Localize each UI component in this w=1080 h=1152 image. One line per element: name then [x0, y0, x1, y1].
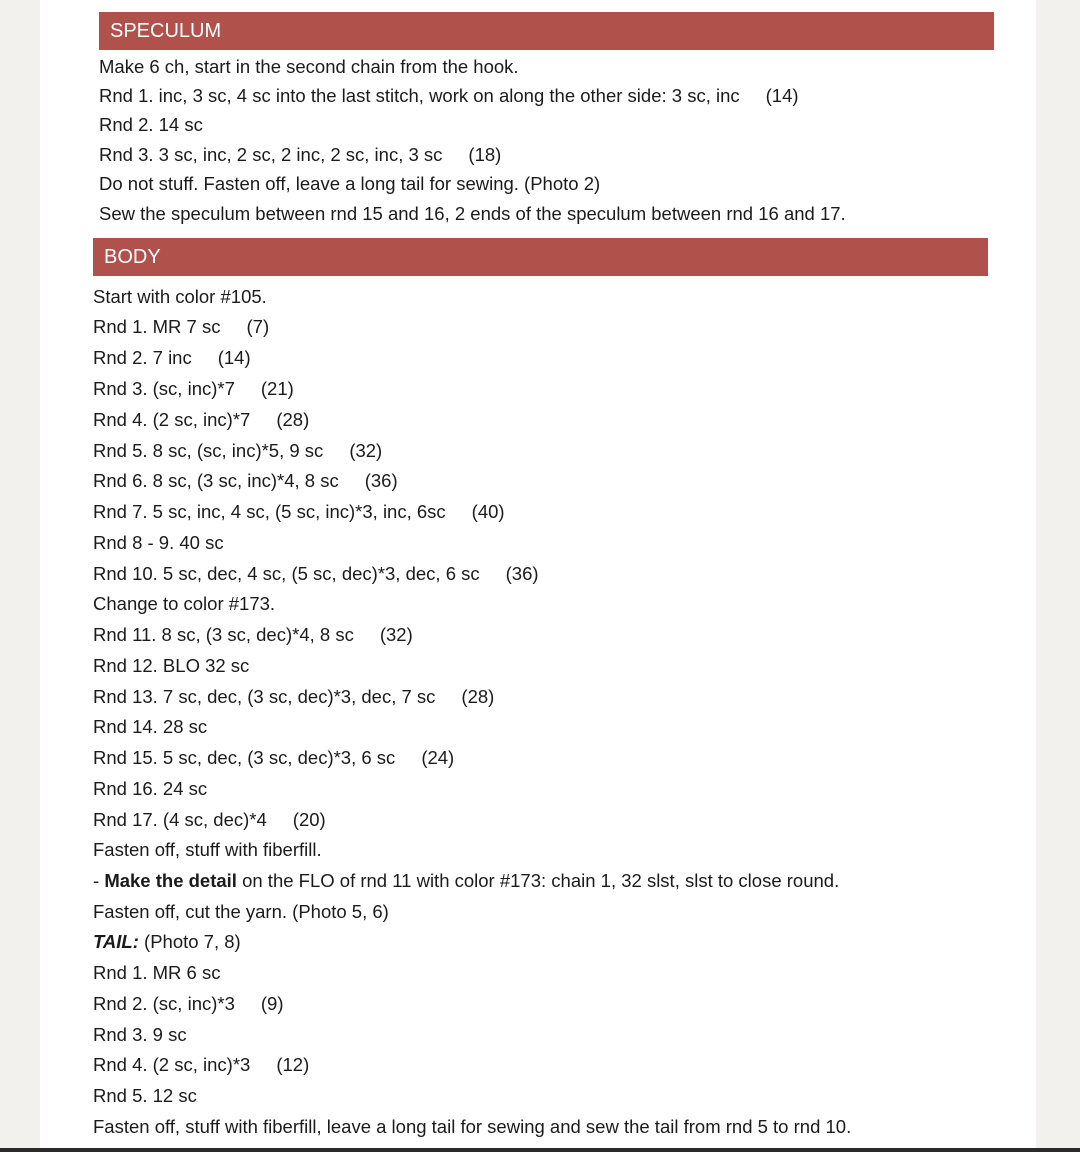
stitch-count: (14) — [217, 347, 251, 368]
instruction-text: Fasten off, stuff with fiberfill, leave a long tail for sewing and sew the tail from rnd 5 to rnd 10. — [93, 1116, 852, 1137]
instruction-line — [93, 1084, 197, 1108]
instruction-line — [93, 1115, 851, 1139]
instruction-text: Rnd 1. MR 6 sc — [93, 962, 221, 983]
stitch-count: (7) — [246, 316, 270, 337]
stitch-count: (32) — [349, 440, 383, 461]
detail-prefix: - — [93, 870, 105, 891]
instruction-line — [93, 439, 382, 463]
instruction-text: Rnd 3. 3 sc, inc, 2 sc, 2 inc, 2 sc, inc, 3 sc — [99, 144, 443, 165]
stitch-count: (24) — [421, 747, 455, 768]
bottom-border — [0, 1148, 1080, 1152]
section-header-body: BODY — [93, 238, 988, 276]
stitch-count: (12) — [276, 1054, 310, 1075]
instruction-line — [93, 592, 275, 616]
tail-heading — [93, 930, 241, 954]
instruction-line — [99, 55, 519, 79]
instruction-line — [93, 992, 284, 1016]
instruction-line — [93, 408, 309, 432]
instruction-line — [93, 715, 207, 739]
instruction-text: Rnd 5. 8 sc, (sc, inc)*5, 9 sc — [93, 440, 324, 461]
instruction-line — [93, 623, 413, 647]
stitch-count: (32) — [379, 624, 413, 645]
instruction-text: Rnd 14. 28 sc — [93, 716, 208, 737]
instruction-text: Rnd 7. 5 sc, inc, 4 sc, (5 sc, inc)*3, inc, 6sc — [93, 501, 446, 522]
instruction-text: Rnd 6. 8 sc, (3 sc, inc)*4, 8 sc — [93, 470, 339, 491]
instruction-line — [93, 838, 322, 862]
stitch-count: (28) — [276, 409, 310, 430]
instruction-text: Rnd 17. (4 sc, dec)*4 — [93, 809, 267, 830]
stitch-count: (40) — [471, 501, 505, 522]
instruction-line — [99, 202, 846, 226]
stitch-count: (36) — [505, 563, 539, 584]
instruction-line — [93, 469, 398, 493]
instruction-text: Rnd 4. (2 sc, inc)*7 — [93, 409, 251, 430]
instruction-text: Sew the speculum between rnd 15 and 16, 2 ends of the speculum between rnd 16 and 17. — [99, 203, 846, 224]
instruction-line — [93, 654, 249, 678]
stitch-count: (28) — [461, 686, 495, 707]
detail-bold-label: Make the detail — [104, 870, 237, 891]
instruction-text: Rnd 4. (2 sc, inc)*3 — [93, 1054, 251, 1075]
detail-text: on the FLO of rnd 11 with color #173: chain 1, 32 slst, slst to close round. — [236, 870, 840, 891]
stitch-count: (14) — [765, 85, 799, 106]
instruction-line — [99, 143, 501, 167]
instruction-line — [93, 900, 389, 924]
tail-label-rest: (Photo 7, 8) — [138, 931, 241, 952]
instruction-line — [93, 562, 539, 586]
instruction-text: Rnd 2. 7 inc — [93, 347, 192, 368]
instruction-line — [99, 113, 203, 137]
instruction-text: Rnd 2. 14 sc — [99, 114, 203, 135]
instruction-line — [93, 685, 494, 709]
instruction-line — [93, 315, 269, 339]
instruction-line — [93, 500, 505, 524]
instruction-text: Fasten off, cut the yarn. (Photo 5, 6) — [93, 901, 389, 922]
instruction-line — [93, 746, 454, 770]
instruction-line — [93, 531, 224, 555]
instruction-text: Rnd 3. 9 sc — [93, 1024, 187, 1045]
instruction-text: Rnd 1. MR 7 sc — [93, 316, 221, 337]
stitch-count: (18) — [468, 144, 502, 165]
stitch-count: (9) — [260, 993, 284, 1014]
instruction-text: Rnd 5. 12 sc — [93, 1085, 197, 1106]
stitch-count: (20) — [292, 809, 326, 830]
instruction-line — [93, 777, 207, 801]
instruction-text: Make 6 ch, start in the second chain from the hook. — [99, 56, 519, 77]
instruction-line — [93, 1023, 187, 1047]
instruction-text: Start with color #105. — [93, 286, 267, 307]
instruction-text: Rnd 12. BLO 32 sc — [93, 655, 250, 676]
instruction-text: Rnd 13. 7 sc, dec, (3 sc, dec)*3, dec, 7 sc — [93, 686, 436, 707]
instruction-line — [93, 285, 267, 309]
stitch-count: (21) — [260, 378, 294, 399]
instruction-text: Rnd 1. inc, 3 sc, 4 sc into the last stitch, work on along the other side: 3 sc, inc — [99, 85, 740, 106]
instruction-line — [93, 961, 221, 985]
instruction-text: Rnd 2. (sc, inc)*3 — [93, 993, 235, 1014]
instruction-line — [93, 377, 294, 401]
stitch-count: (36) — [364, 470, 398, 491]
section-header-speculum: SPECULUM — [99, 12, 994, 50]
instruction-text: Change to color #173. — [93, 593, 276, 614]
instruction-text: Rnd 15. 5 sc, dec, (3 sc, dec)*3, 6 sc — [93, 747, 396, 768]
instruction-text: Rnd 16. 24 sc — [93, 778, 208, 799]
instruction-line — [93, 346, 251, 370]
instruction-line — [93, 808, 326, 832]
detail-instruction — [93, 869, 839, 893]
instruction-text: Rnd 10. 5 sc, dec, 4 sc, (5 sc, dec)*3, dec, 6 sc — [93, 563, 480, 584]
instruction-text: Rnd 3. (sc, inc)*7 — [93, 378, 235, 399]
instruction-text: Rnd 11. 8 sc, (3 sc, dec)*4, 8 sc — [93, 624, 354, 645]
tail-label: TAIL: — [93, 931, 139, 952]
instruction-text: Rnd 8 - 9. 40 sc — [93, 532, 224, 553]
instruction-line — [99, 172, 600, 196]
instruction-text: Do not stuff. Fasten off, leave a long tail for sewing. (Photo 2) — [99, 173, 601, 194]
instruction-text: Fasten off, stuff with fiberfill. — [93, 839, 322, 860]
instruction-line — [99, 84, 799, 108]
instruction-line — [93, 1053, 309, 1077]
